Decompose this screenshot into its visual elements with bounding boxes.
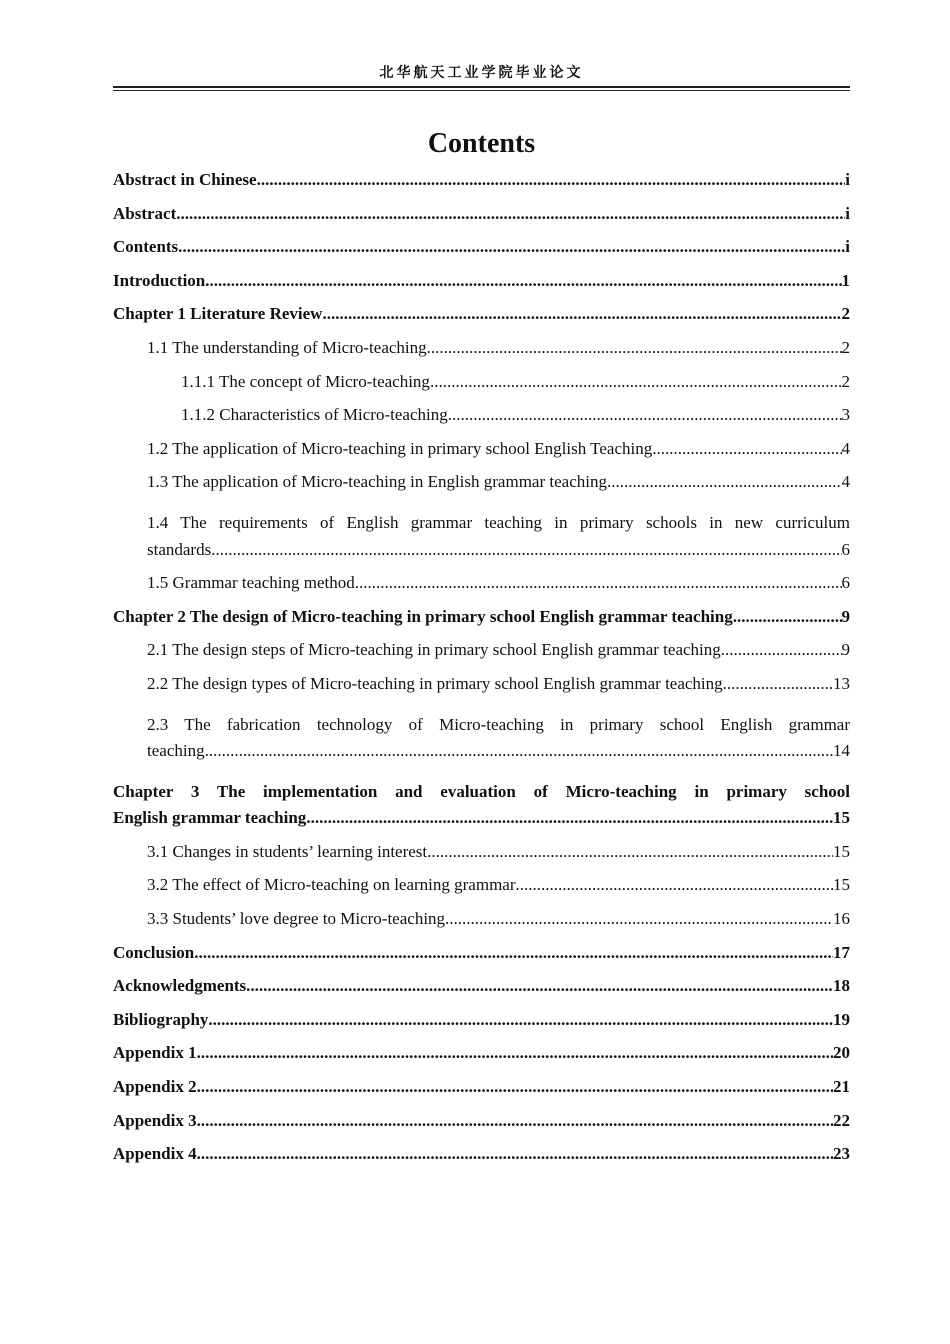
toc-entry-label: Introduction [113,270,206,290]
toc-page-number: 14 [833,741,850,761]
toc-leader-dots [721,640,842,660]
toc-leader-dots [208,1010,833,1030]
toc-entry-conclusion[interactable] [113,943,850,977]
toc-entry-label: 3.2 The effect of Micro-teaching on learning grammar [147,875,516,895]
toc-entry-label: Appendix 4 [113,1144,197,1164]
toc-entry-chapter-1[interactable] [113,304,850,338]
toc-entry-label: English grammar teaching [113,808,307,828]
toc-entry-appendix-3[interactable] [113,1111,850,1145]
toc-leader-dots [306,808,833,828]
toc-entry-label: Chapter 1 Literature Review [113,304,323,324]
toc-leader-dots [194,943,833,963]
toc-page-number: 16 [833,909,850,929]
toc-page-number: 20 [833,1043,850,1063]
toc-page-number: 2 [841,337,850,357]
toc-page-number: 23 [833,1144,850,1164]
toc-leader-dots [516,875,833,895]
toc-leader-dots [430,372,842,392]
toc-entry-appendix-4[interactable] [113,1144,850,1178]
toc-leader-dots [607,472,842,492]
toc-entry-2-2[interactable] [113,674,850,708]
toc-leader-dots [197,1144,833,1164]
toc-entry-abstract-chinese[interactable] [113,170,850,204]
toc-entry-label: standards [147,539,212,559]
toc-page-number: 6 [841,539,850,559]
toc-leader-dots [246,976,833,996]
toc-entry-label: Appendix 3 [113,1110,197,1130]
toc-entry-1-1-2[interactable] [113,405,850,439]
toc-entry-appendix-2[interactable] [113,1077,850,1111]
toc-page-number: i [845,237,850,257]
toc-leader-dots [652,439,841,459]
toc-entry-3-2[interactable] [113,875,850,909]
toc-entry-appendix-1[interactable] [113,1043,850,1077]
toc-page-number: 6 [841,573,850,593]
toc-entry-label: Appendix 1 [113,1043,197,1063]
toc-entry-label: Acknowledgments [113,976,247,996]
toc-entry-label: 3.1 Changes in students’ learning interest [147,841,428,861]
toc-entry-contents[interactable] [113,237,850,271]
toc-page-number: 15 [833,875,850,895]
header-rule-thin [113,90,850,91]
toc-leader-dots [427,338,842,358]
toc-leader-dots [445,909,833,929]
toc-entry-label: Conclusion [113,942,195,962]
toc-page-number: 4 [841,472,850,492]
toc-leader-dots [197,1043,833,1063]
toc-entry-chapter-3-line-2[interactable] [113,808,850,842]
toc-leader-dots [257,170,846,190]
toc-page-number: i [845,203,850,223]
header-rule-thick [113,86,850,88]
toc-page-number: 15 [833,808,850,828]
toc-page-number: 17 [833,942,850,962]
toc-entry-label: teaching [147,741,205,761]
toc-entry-label: 1.2 The application of Micro-teaching in primary school English Teaching [147,438,653,458]
toc-entry-label: 2.1 The design steps of Micro-teaching in primary school English grammar teaching [147,640,721,660]
toc-entry-bibliography[interactable] [113,1010,850,1044]
toc-leader-dots [322,304,841,324]
toc-entry-2-3-line-1[interactable]: 2.3 The fabrication technology of Micro-teaching in primary school English grammar [147,714,850,734]
toc-entry-label: 1.1 The understanding of Micro-teaching [147,337,427,357]
toc-entry-1-2[interactable] [113,439,850,473]
toc-entry-1-4-line-1[interactable]: 1.4 The requirements of English grammar teaching in primary schools in new curriculum [147,512,850,532]
page-title: Contents [427,128,536,159]
toc-leader-dots [176,204,845,224]
toc-page-number: 9 [841,606,850,626]
toc-leader-dots [355,573,842,593]
toc-entry-2-1[interactable] [113,640,850,674]
toc-entry-label: 3.3 Students’ love degree to Micro-teaching [147,909,446,929]
toc-entry-label: 2.2 The design types of Micro-teaching in primary school English grammar teaching [147,673,723,693]
toc-entry-1-1[interactable] [113,338,850,372]
toc-page-number: 15 [833,841,850,861]
toc-entry-abstract[interactable] [113,204,850,238]
toc-entry-chapter-3-line-1[interactable]: Chapter 3 The implementation and evaluation of Micro-teaching in primary school [113,781,850,801]
toc-page-number: 19 [833,1009,850,1029]
running-header: 北华航天工业学院毕业论文 [379,65,584,81]
toc-entry-label: 1.1.1 The concept of Micro-teaching [181,371,430,391]
toc-leader-dots [178,237,845,257]
toc-page-number: 13 [833,673,850,693]
toc-page-number: 1 [841,270,850,290]
toc-leader-dots [733,607,842,627]
toc-entry-introduction[interactable] [113,271,850,305]
toc-page-number: 2 [841,371,850,391]
toc-entry-label: Appendix 2 [113,1077,197,1097]
toc-page-number: 22 [833,1110,850,1130]
toc-page-number: 2 [841,304,850,324]
toc-page-number: 18 [833,976,850,996]
toc-entry-1-5[interactable] [113,573,850,607]
toc-entry-1-4-line-2[interactable] [113,540,850,574]
toc-entry-acknowledgments[interactable] [113,976,850,1010]
toc-leader-dots [448,405,842,425]
toc-entry-1-3[interactable] [113,472,850,506]
toc-leader-dots [723,674,833,694]
toc-entry-label: 1.1.2 Characteristics of Micro-teaching [181,405,448,425]
toc-entry-1-1-1[interactable] [113,372,850,406]
toc-leader-dots [205,741,833,761]
toc-entry-label: Contents [113,237,179,257]
toc-page-number: 3 [841,405,850,425]
toc-entry-3-3[interactable] [113,909,850,943]
toc-entry-label: 1.3 The application of Micro-teaching in English grammar teaching [147,472,607,492]
table-of-contents [113,170,850,1178]
toc-page-number: 9 [841,640,850,660]
toc-leader-dots [197,1077,833,1097]
toc-page-number: 4 [841,438,850,458]
toc-entry-label: Abstract in Chinese [113,170,257,189]
toc-entry-label: Abstract [113,203,177,223]
toc-entry-label: Bibliography [113,1009,209,1029]
toc-leader-dots [427,842,833,862]
toc-entry-chapter-2[interactable] [113,607,850,641]
toc-leader-dots [197,1111,833,1131]
toc-leader-dots [205,271,841,291]
toc-entry-label: 1.5 Grammar teaching method [147,573,355,593]
toc-page-number: 21 [833,1077,850,1097]
toc-entry-3-1[interactable] [113,842,850,876]
toc-entry-2-3-line-2[interactable] [113,741,850,775]
toc-entry-label: Chapter 2 The design of Micro-teaching in primary school English grammar teaching [113,606,733,626]
toc-leader-dots [211,540,841,560]
toc-page-number: i [845,170,850,189]
